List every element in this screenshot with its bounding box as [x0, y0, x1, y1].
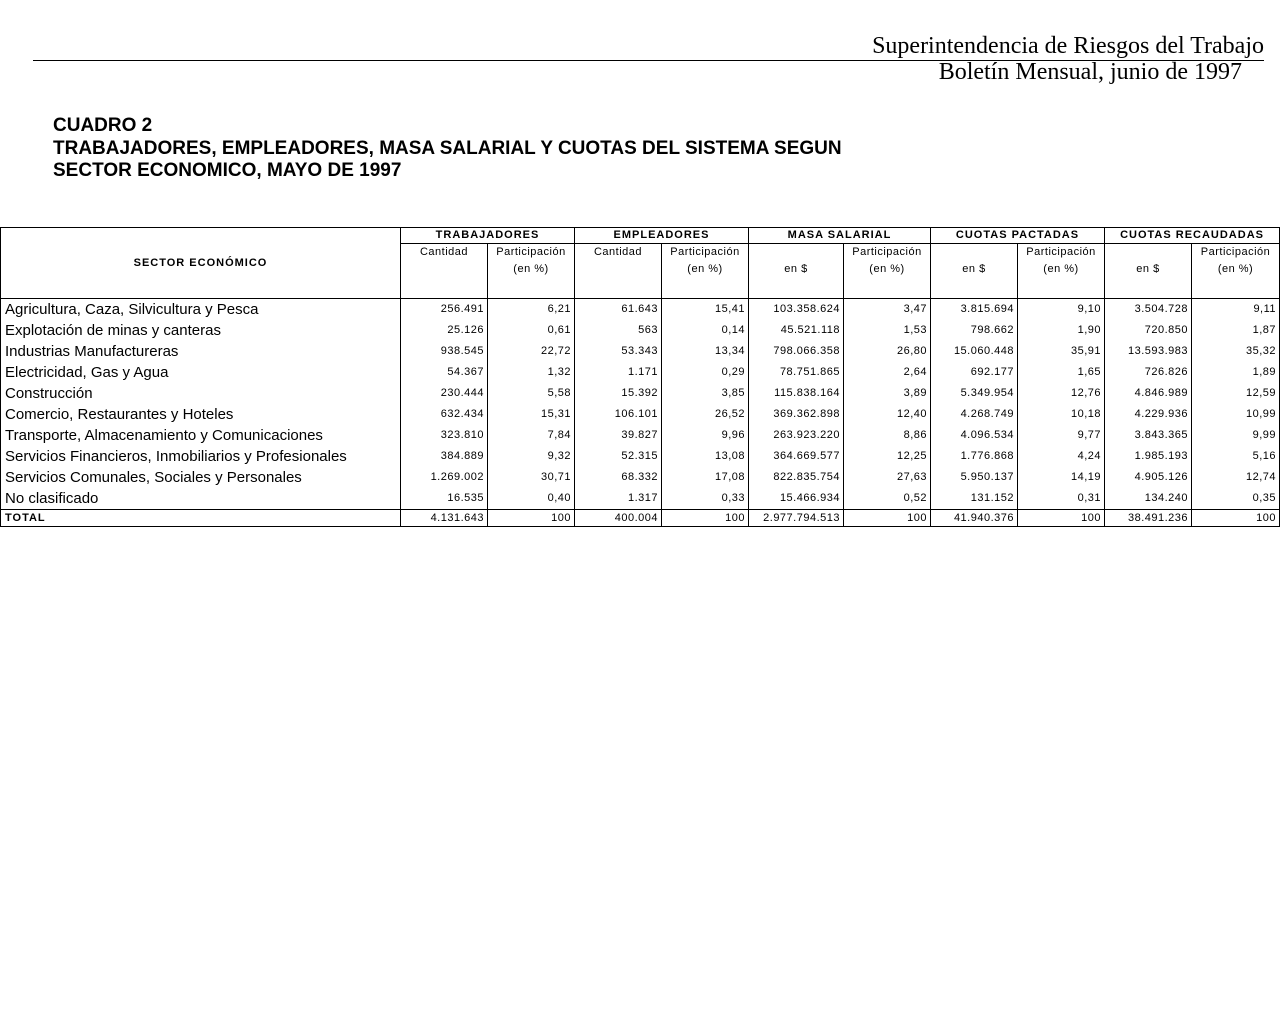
table-cell: 2,64: [844, 362, 931, 383]
table-cell: 4,24: [1018, 446, 1105, 467]
subheader-line-2: (en %): [1217, 263, 1254, 275]
table-cell: 4.229.936: [1105, 404, 1192, 425]
table-cell: 22,72: [488, 341, 575, 362]
subheader-line-2: en $: [784, 263, 808, 275]
table-cell: 256.491: [401, 299, 488, 321]
table-cell: 68.332: [575, 467, 662, 488]
table-cell: 9,11: [1192, 299, 1280, 321]
table-cell: 2.977.794.513: [749, 510, 844, 527]
table-cell: 8,86: [844, 425, 931, 446]
table-row: [1, 299, 1280, 321]
table-cell: 1,90: [1018, 320, 1105, 341]
subheader-line-1: Participación: [670, 246, 740, 258]
subheader-line-2: (en %): [1043, 263, 1079, 275]
table-cell: 10,99: [1192, 404, 1280, 425]
table-cell: 26,80: [844, 341, 931, 362]
table-cell: 9,77: [1018, 425, 1105, 446]
table-cell: 9,10: [1018, 299, 1105, 321]
title-line-2: TRABAJADORES, EMPLEADORES, MASA SALARIAL Y CUOTAS DEL SISTEMA SEGUN: [53, 137, 842, 159]
table-cell: 9,96: [662, 425, 749, 446]
table-cell: 134.240: [1105, 488, 1192, 510]
table-cell: 798.662: [931, 320, 1018, 341]
sector-name: Agricultura, Caza, Silvicultura y Pesca: [1, 299, 401, 321]
group-header-cuotas-pactadas: CUOTAS PACTADAS: [931, 228, 1105, 244]
table-cell: 4.131.643: [401, 510, 488, 527]
sector-name: Explotación de minas y canteras: [1, 320, 401, 341]
column-subheader: [749, 244, 844, 299]
subheader-line-2: [575, 261, 661, 278]
table-cell: 15.466.934: [749, 488, 844, 510]
table-cell: 3.504.728: [1105, 299, 1192, 321]
table-cell: 9,32: [488, 446, 575, 467]
column-subheader: [662, 244, 749, 299]
table-cell: 384.889: [401, 446, 488, 467]
total-row: [1, 510, 1280, 527]
table-cell: 100: [1018, 510, 1105, 527]
subheader-line-1: [1105, 244, 1191, 261]
table-cell: 938.545: [401, 341, 488, 362]
sector-name: Servicios Financieros, Inmobiliarios y Profesionales: [1, 446, 401, 467]
column-subheader: [1105, 244, 1192, 299]
table-cell: 1,89: [1192, 362, 1280, 383]
table-cell: 0,61: [488, 320, 575, 341]
data-table: [0, 227, 1280, 527]
table-cell: 1,32: [488, 362, 575, 383]
table-cell: 3,85: [662, 383, 749, 404]
title-line-1: CUADRO 2: [53, 115, 153, 136]
table-cell: 13,34: [662, 341, 749, 362]
table-row: [1, 488, 1280, 510]
table-cell: 115.838.164: [749, 383, 844, 404]
title-line-3: SECTOR ECONOMICO, MAYO DE 1997: [53, 160, 402, 181]
table-cell: 9,99: [1192, 425, 1280, 446]
sector-name: Comercio, Restaurantes y Hoteles: [1, 404, 401, 425]
sector-name: Construcción: [1, 383, 401, 404]
table-cell: 263.923.220: [749, 425, 844, 446]
table-cell: 61.643: [575, 299, 662, 321]
table-cell: 16.535: [401, 488, 488, 510]
subheader-line-2: [401, 261, 487, 278]
table-cell: 692.177: [931, 362, 1018, 383]
column-subheader: [844, 244, 931, 299]
subheader-line-1: [749, 244, 843, 261]
group-header-empleadores: EMPLEADORES: [575, 228, 749, 244]
table-cell: 10,18: [1018, 404, 1105, 425]
table-cell: 1.171: [575, 362, 662, 383]
subheader-line-1: Participación: [496, 246, 566, 258]
table-row: [1, 446, 1280, 467]
table-cell: 35,91: [1018, 341, 1105, 362]
table-cell: 5,16: [1192, 446, 1280, 467]
table-cell: 4.846.989: [1105, 383, 1192, 404]
organization-name: Superintendencia de Riesgos del Trabajo: [872, 33, 1264, 59]
table-cell: 52.315: [575, 446, 662, 467]
subheader-line-2: (en %): [687, 263, 723, 275]
table-cell: 323.810: [401, 425, 488, 446]
table-cell: 0,40: [488, 488, 575, 510]
table-cell: 38.491.236: [1105, 510, 1192, 527]
subheader-line-2: en $: [962, 263, 986, 275]
table-cell: 0,35: [1192, 488, 1280, 510]
column-subheader: [931, 244, 1018, 299]
table-cell: 12,59: [1192, 383, 1280, 404]
table-cell: 1.776.868: [931, 446, 1018, 467]
table-cell: 26,52: [662, 404, 749, 425]
table-cell: 14,19: [1018, 467, 1105, 488]
table-cell: 1.317: [575, 488, 662, 510]
table-cell: 100: [662, 510, 749, 527]
table-cell: 17,08: [662, 467, 749, 488]
table-cell: 100: [488, 510, 575, 527]
table-cell: 25.126: [401, 320, 488, 341]
table-cell: 0,14: [662, 320, 749, 341]
total-label: TOTAL: [1, 510, 401, 527]
column-subheader: [575, 244, 662, 299]
table-cell: 100: [1192, 510, 1280, 527]
table-cell: 0,52: [844, 488, 931, 510]
table-cell: 400.004: [575, 510, 662, 527]
table-cell: 0,33: [662, 488, 749, 510]
table-cell: 15.392: [575, 383, 662, 404]
table-cell: 5.950.137: [931, 467, 1018, 488]
subheader-line-1: Participación: [1026, 246, 1096, 258]
table-cell: 41.940.376: [931, 510, 1018, 527]
subheader-line-1: Participación: [852, 246, 922, 258]
table-cell: 563: [575, 320, 662, 341]
table-cell: 12,25: [844, 446, 931, 467]
sector-name: Transporte, Almacenamiento y Comunicaciones: [1, 425, 401, 446]
table-cell: 0,29: [662, 362, 749, 383]
table-cell: 1,65: [1018, 362, 1105, 383]
sector-name: No clasificado: [1, 488, 401, 510]
table-cell: 230.444: [401, 383, 488, 404]
table-cell: 12,76: [1018, 383, 1105, 404]
table-cell: 4.905.126: [1105, 467, 1192, 488]
table-cell: 1.269.002: [401, 467, 488, 488]
table-row: [1, 362, 1280, 383]
table-cell: 12,40: [844, 404, 931, 425]
table-cell: 27,63: [844, 467, 931, 488]
table-cell: 6,21: [488, 299, 575, 321]
table-cell: 106.101: [575, 404, 662, 425]
subheader-line-2: en $: [1136, 263, 1160, 275]
table-cell: 45.521.118: [749, 320, 844, 341]
table-cell: 798.066.358: [749, 341, 844, 362]
table-cell: 720.850: [1105, 320, 1192, 341]
table-cell: 54.367: [401, 362, 488, 383]
sector-header: SECTOR ECONÓMICO: [1, 228, 401, 299]
group-header-row: [1, 228, 1280, 244]
table-row: [1, 383, 1280, 404]
table-row: [1, 341, 1280, 362]
table-cell: 1,53: [844, 320, 931, 341]
sector-name: Industrias Manufactureras: [1, 341, 401, 362]
subheader-line-1: Participación: [1200, 246, 1271, 258]
table-cell: 822.835.754: [749, 467, 844, 488]
table-cell: 0,31: [1018, 488, 1105, 510]
table-title: [53, 115, 842, 183]
table-cell: 1,87: [1192, 320, 1280, 341]
table-row: [1, 467, 1280, 488]
table-cell: 7,84: [488, 425, 575, 446]
table-cell: 15.060.448: [931, 341, 1018, 362]
table-cell: 131.152: [931, 488, 1018, 510]
table-cell: 364.669.577: [749, 446, 844, 467]
table-cell: 78.751.865: [749, 362, 844, 383]
table-cell: 3,47: [844, 299, 931, 321]
table-cell: 4.096.534: [931, 425, 1018, 446]
table-cell: 369.362.898: [749, 404, 844, 425]
column-subheader: [1018, 244, 1105, 299]
table-cell: 13.593.983: [1105, 341, 1192, 362]
column-subheader: [488, 244, 575, 299]
subheader-line-1: Cantidad: [593, 246, 643, 258]
table-cell: 3,89: [844, 383, 931, 404]
table-row: [1, 425, 1280, 446]
table-row: [1, 320, 1280, 341]
table-cell: 12,74: [1192, 467, 1280, 488]
column-subheader: [1192, 244, 1280, 299]
column-subheader: [401, 244, 488, 299]
table-row: [1, 404, 1280, 425]
table-cell: 103.358.624: [749, 299, 844, 321]
subheader-line-2: (en %): [869, 263, 905, 275]
group-header-cuotas-recaudadas: CUOTAS RECAUDADAS: [1105, 228, 1280, 244]
table-cell: 15,31: [488, 404, 575, 425]
table-cell: 15,41: [662, 299, 749, 321]
table-cell: 30,71: [488, 467, 575, 488]
table-cell: 3.815.694: [931, 299, 1018, 321]
table-cell: 632.434: [401, 404, 488, 425]
table-cell: 4.268.749: [931, 404, 1018, 425]
table-cell: 5,58: [488, 383, 575, 404]
sector-name: Servicios Comunales, Sociales y Personales: [1, 467, 401, 488]
table-cell: 1.985.193: [1105, 446, 1192, 467]
table-cell: 3.843.365: [1105, 425, 1192, 446]
table-cell: 13,08: [662, 446, 749, 467]
group-header-trabajadores: TRABAJADORES: [401, 228, 575, 244]
table-cell: 100: [844, 510, 931, 527]
table-cell: 726.826: [1105, 362, 1192, 383]
table-cell: 39.827: [575, 425, 662, 446]
table-cell: 53.343: [575, 341, 662, 362]
group-header-masa-salarial: MASA SALARIAL: [749, 228, 931, 244]
subheader-line-2: (en %): [513, 263, 549, 275]
subheader-line-1: Cantidad: [419, 246, 469, 258]
table-cell: 5.349.954: [931, 383, 1018, 404]
bulletin-date: Boletín Mensual, junio de 1997: [938, 59, 1242, 85]
table-cell: 35,32: [1192, 341, 1280, 362]
subheader-line-1: [931, 244, 1017, 261]
sector-name: Electricidad, Gas y Agua: [1, 362, 401, 383]
